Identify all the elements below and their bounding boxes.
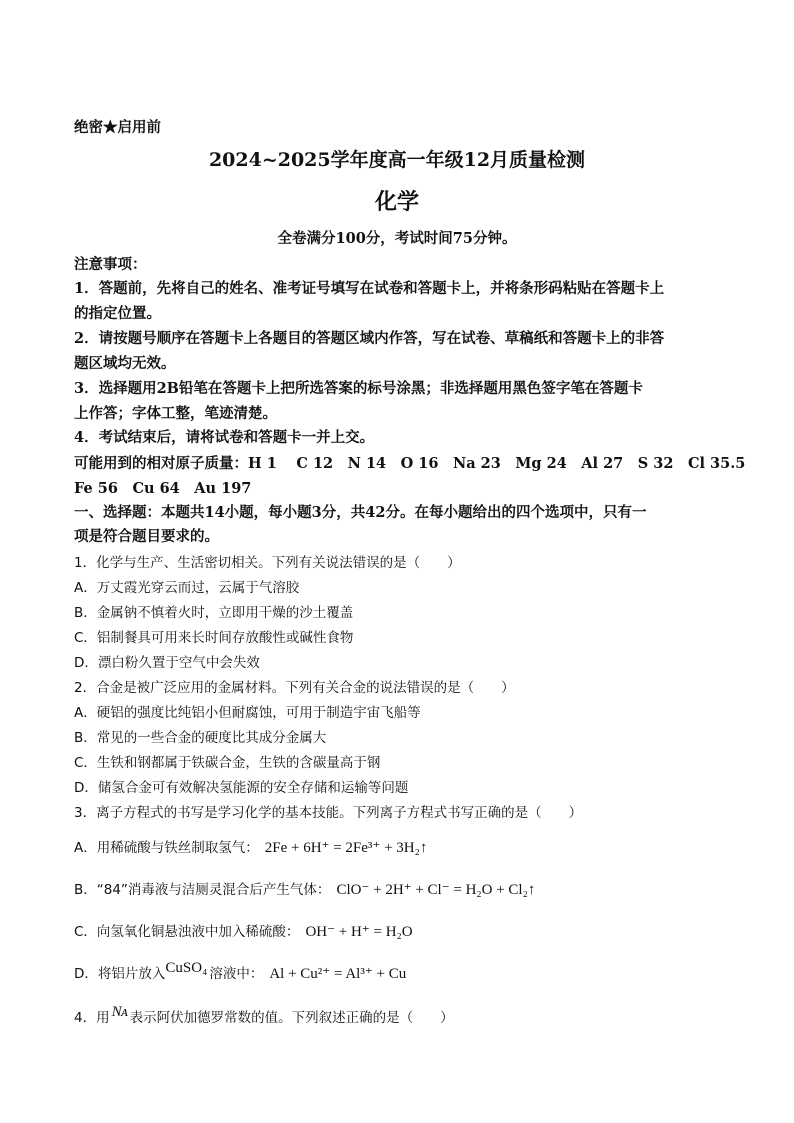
question-option [74, 880, 535, 900]
question-option: C．铝制餐具可用来长时间存放酸性或碱性食物 [74, 630, 354, 646]
notes-heading: 注意事项： [74, 256, 147, 273]
question-option: B．金属钠不慎着火时，立即用干燥的沙土覆盖 [74, 605, 354, 621]
question-stem: 1．化学与生产、生活密切相关。下列有关说法错误的是（ ） [74, 555, 461, 571]
question-stem: 3．离子方程式的书写是学习化学的基本技能。下列离子方程式书写正确的是（ ） [74, 805, 583, 821]
question-option [74, 960, 407, 984]
atomic-masses-line: Fe 56 Cu 64 Au 197 [74, 480, 252, 497]
question-option: C．生铁和钢都属于铁碳合金，生铁的含碳量高于钢 [74, 755, 381, 771]
question-option: B．常见的一些合金的硬度比其成分金属大 [74, 730, 327, 746]
reagent-formula: CuSO₄ [165, 960, 208, 976]
atomic-masses-line: 可能用到的相对原子质量：H 1 C 12 N 14 O 16 Na 23 Mg 24 Al 27 S 32 Cl 35.5 [74, 455, 746, 472]
stem-text: 4．用 [74, 1010, 110, 1026]
chemical-equation: 2Fe + 6H⁺ = 2Fe³⁺ + 3H₂↑ [264, 840, 428, 856]
chemical-equation: ClO⁻ + 2H⁺ + Cl⁻ = H₂O + Cl₂↑ [336, 882, 536, 898]
stem-text: 表示阿伏加德罗常数的值。下列叙述正确的是（ ） [129, 1010, 454, 1026]
note-line: 2．请按题号顺序在答题卡上各题目的答题区域内作答，写在试卷、草稿纸和答题卡上的非答 [74, 330, 665, 347]
option-text: B．“84”消毒液与洁厕灵混合后产生气体： [74, 882, 331, 898]
question-option: D．储氢合金可有效解决氢能源的安全存储和运输等问题 [74, 780, 409, 796]
note-line: 题区域均无效。 [74, 355, 176, 372]
option-text: C．向氢氧化铜悬浊液中加入稀硫酸： [74, 924, 300, 940]
option-text: 溶液中： [209, 966, 264, 982]
question-option: D．漂白粉久置于空气中会失效 [74, 655, 260, 671]
note-line: 1．答题前，先将自己的姓名、准考证号填写在试卷和答题卡上，并将条形码粘贴在答题卡上 [74, 280, 665, 297]
question-option [74, 922, 413, 942]
avogadro-symbol: Nᴀ [111, 1004, 128, 1020]
confidential-label: 绝密★启用前 [74, 119, 161, 136]
subject-title: 化学 [374, 189, 419, 215]
note-line: 3．选择题用2B铅笔在答题卡上把所选答案的标号涂黑；非选择题用黑色签字笔在答题卡 [74, 380, 643, 397]
question-stem [74, 1004, 454, 1028]
chemical-equation: OH⁻ + H⁺ = H₂O [305, 924, 413, 940]
question-option: A．万丈霞光穿云而过，云属于气溶胶 [74, 580, 300, 596]
note-line: 4．考试结束后，请将试卷和答题卡一并上交。 [74, 429, 375, 446]
question-option [74, 838, 427, 858]
score-info: 全卷满分100分，考试时间75分钟。 [277, 230, 517, 247]
question-option: A．硬铝的强度比纯铝小但耐腐蚀，可用于制造宇宙飞船等 [74, 705, 421, 721]
chemical-equation: Al + Cu²⁺ = Al³⁺ + Cu [269, 966, 407, 982]
note-line: 的指定位置。 [74, 305, 161, 322]
option-text: A．用稀硫酸与铁丝制取氢气： [74, 840, 259, 856]
option-text: D．将铝片放入 [74, 966, 166, 982]
note-line: 上作答；字体工整，笔迹清楚。 [74, 405, 277, 422]
exam-title: 2024~2025学年度高一年级12月质量检测 [208, 149, 586, 171]
question-stem: 2．合金是被广泛应用的金属材料。下列有关合金的说法错误的是（ ） [74, 680, 515, 696]
section-heading: 项是符合题目要求的。 [74, 528, 219, 545]
section-heading: 一、选择题：本题共14小题，每小题3分，共42分。在每小题给出的四个选项中，只有一 [74, 504, 647, 521]
